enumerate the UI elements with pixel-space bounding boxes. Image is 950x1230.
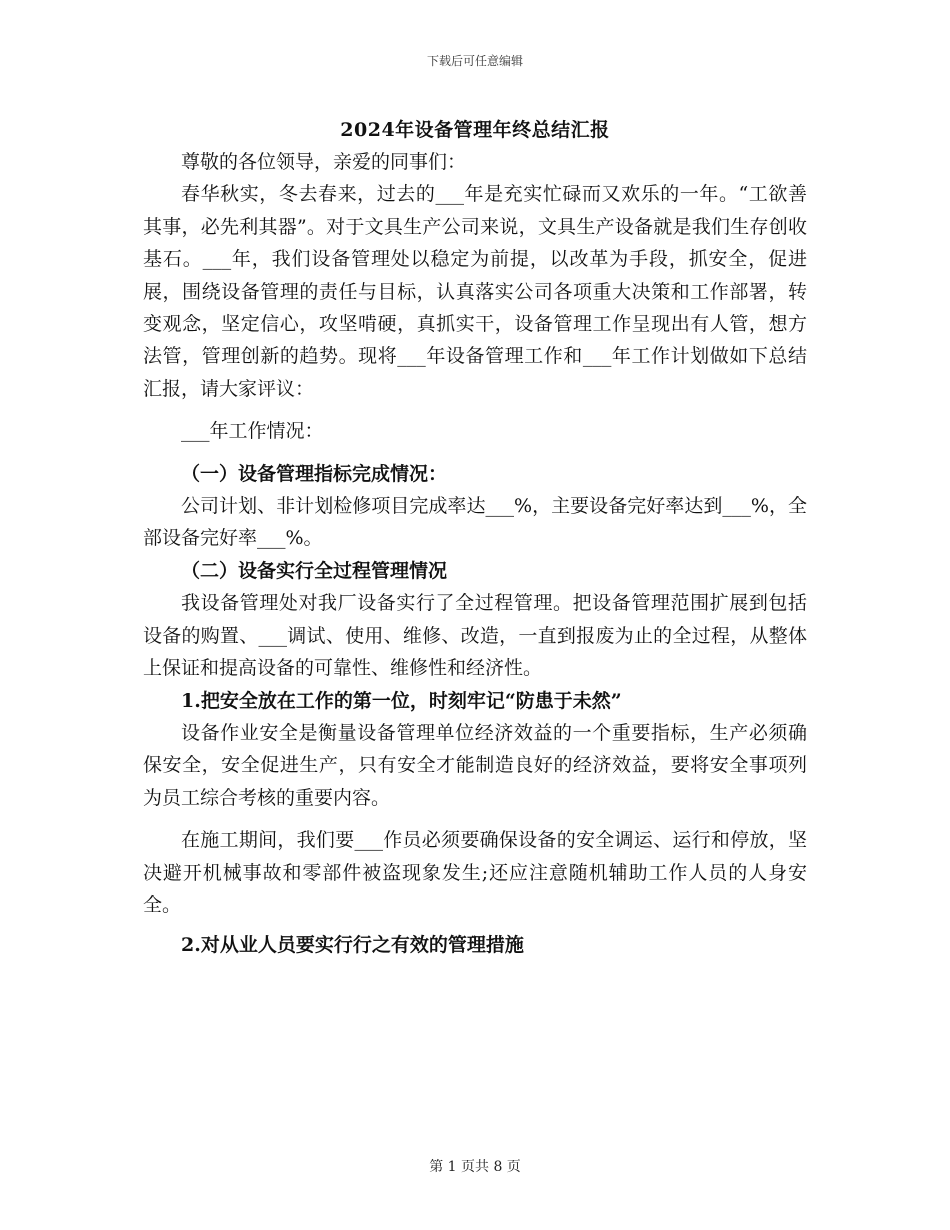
subheading-indicators: （一）设备管理指标完成情况： bbox=[181, 462, 448, 485]
subheading-full-process: （二）设备实行全过程管理情况 bbox=[181, 559, 448, 582]
document-body bbox=[143, 146, 807, 962]
page-footer: 第 1 页共 8 页 bbox=[429, 1159, 521, 1175]
section-heading-work-status: ___年工作情况： bbox=[181, 420, 324, 443]
construction-paragraph: 在施工期间，我们要___作员必须要确保设备的安全调运、运行和停放，坚决避开机械事故和零部件被盗现象发生;还应注意随机辅助工作人员的人身安全。 bbox=[143, 829, 807, 916]
safety-paragraph: 设备作业安全是衡量设备管理单位经济效益的一个重要指标，生产必须确保安全，安全促进生产，只有安全才能制造良好的经济效益，要将安全事项列为员工综合考核的重要内容。 bbox=[143, 721, 807, 809]
salutation: 尊敬的各位领导，亲爱的同事们： bbox=[181, 151, 467, 173]
header-note: 下载后可任意编辑 bbox=[426, 54, 523, 68]
full-process-paragraph: 我设备管理处对我厂设备实行了全过程管理。把设备管理范围扩展到包括设备的购置、___调试、使用、维修、改造，一直到报废为止的全过程，从整体上保证和提高设备的可靠性、维修性和经济性。 bbox=[143, 592, 807, 680]
document-title: 2024年设备管理年终总结汇报 bbox=[340, 119, 610, 141]
subheading-staff-management: 2.对从业人员要实行行之有效的管理措施 bbox=[181, 934, 524, 957]
indicators-paragraph: 公司计划、非计划检修项目完成率达___%，主要设备完好率达到___%，全部设备完好率___%。 bbox=[143, 495, 807, 550]
subheading-safety-first: 1.把安全放在工作的第一位，时刻牢记“防患于未然” bbox=[181, 689, 622, 712]
intro-paragraph: 春华秋实，冬去春来，过去的___年是充实忙碌而又欢乐的一年。“工欲善其事，必先利其器”。对于文具生产公司来说，文具生产设备就是我们生存创收基石。___年，我们设备管理处以稳定为前提，以改革为手段，抓安全，促进展，围绕设备管理的责任与目标，认真落实公司各项重大决策和工作部署，转变观念，坚定信心，攻坚啃硬，真抓实干，设备管理工作呈现出有人管，想方法管，管理创新的趋势。现将___年设备管理工作和___年工作计划做如下总结汇报，请大家评议： bbox=[143, 183, 807, 400]
